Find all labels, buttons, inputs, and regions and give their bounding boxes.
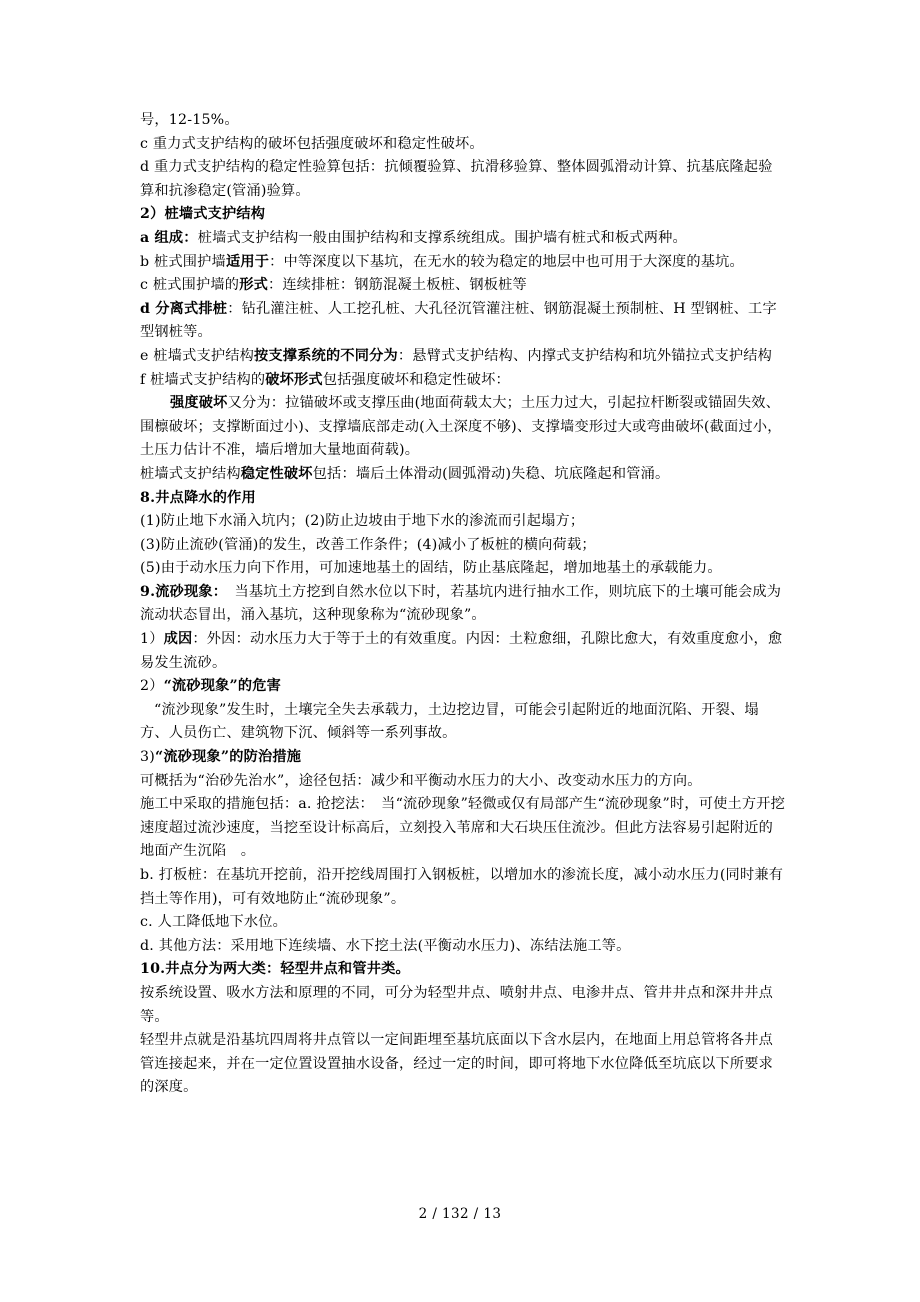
paragraph: a 组成：桩墙式支护结构一般由围护结构和支撑系统组成。围护墙有桩式和板式两种。 xyxy=(140,229,687,246)
paragraph: b. 打板桩：在基坑开挖前，沿开挖线周围打入钢板桩，以增加水的渗流长度，减小动水压力(同时兼有挡土等作用)，可有效地防止“流砂现象”。 xyxy=(140,867,784,907)
section-heading: 10.井点分为两大类：轻型井点和管井类。 xyxy=(140,961,410,978)
paragraph: 号，12-15%。 xyxy=(140,112,239,128)
paragraph: c 重力式支护结构的破坏包括强度破坏和稳定性破坏。 xyxy=(140,135,484,152)
paragraph: f 桩墙式支护结构的破坏形式包括强度破坏和稳定性破坏： xyxy=(140,371,510,388)
paragraph: b 桩式围护墙适用于：中等深度以下基坑，在无水的较为稳定的地层中也可用于大深度的基坑。 xyxy=(140,253,744,270)
section-heading: 3)“流砂现象”的防治措施 xyxy=(140,749,302,766)
document-body xyxy=(140,109,786,1100)
paragraph: 施工中采取的措施包括：a. 抢挖法： 当“流砂现象”轻微或仅有局部产生“流砂现象”时，可使土方开挖速度超过流沙速度，当挖至设计标高后，立刻投入苇席和大石块压住流沙。但此方法容易引起附近的地面产生沉陷 。 xyxy=(140,796,786,860)
paragraph: d 重力式支护结构的稳定性验算包括：抗倾覆验算、抗滑移验算、整体圆弧滑动计算、抗基底隆起验算和抗渗稳定(管涌)验算。 xyxy=(140,159,773,199)
paragraph: c 桩式围护墙的形式：连续排桩：钢筋混凝土板桩、钢板桩等 xyxy=(140,277,527,294)
paragraph: 9.流砂现象： 当基坑土方挖到自然水位以下时，若基坑内进行抽水工作，则坑底下的土壤可能会成为流动状态冒出，涌入基坑，这种现象称为“流砂现象”。 xyxy=(140,583,782,624)
paragraph: 桩墙式支护结构稳定性破坏包括：墙后土体滑动(圆弧滑动)失稳、坑底隆起和管涌。 xyxy=(140,465,670,482)
paragraph: d. 其他方法：采用地下连续墙、水下挖土法(平衡动水压力)、冻结法施工等。 xyxy=(140,937,631,954)
paragraph: (5)由于动水压力向下作用，可加速地基土的固结，防止基底隆起，增加地基土的承载能力。 xyxy=(140,560,722,577)
page-number: 2 xyxy=(418,1206,428,1222)
paragraph: “流沙现象”发生时，土壤完全失去承载力，土边挖边冒，可能会引起附近的地面沉陷、开裂、塌方、人员伤亡、建筑物下沉、倾斜等一系列事故。 xyxy=(140,701,759,742)
section-heading: 2）“流砂现象”的危害 xyxy=(140,678,282,695)
page-total: 132 xyxy=(442,1206,469,1222)
paragraph: d 分离式排桩：钻孔灌注桩、人工挖孔桩、大孔径沉管灌注桩、钢筋混凝土预制桩、H 型钢桩、工字型钢桩等。 xyxy=(140,300,777,341)
paragraph: (3)防止流砂(管涌)的发生，改善工作条件；(4)减小了板桩的横向荷载； xyxy=(140,536,596,553)
paragraph: 可概括为“治砂先治水”，途径包括：减少和平衡动水压力的大小、改变动水压力的方向。 xyxy=(140,772,702,789)
paragraph: (1)防止地下水涌入坑内；(2)防止边坡由于地下水的渗流而引起塌方； xyxy=(140,513,585,530)
paragraph: 强度破坏又分为：拉锚破坏或支撑压曲(地面荷载太大；土压力过大，引起拉杆断裂或锚固失效、围檩破坏；支撑断面过小)、支撑墙底部走动(入土深度不够)、支撑墙变形过大或弯曲破坏(截面过小，土压力估计不准，墙后增加大量地面荷载)。 xyxy=(140,395,782,459)
section-heading: 2）桩墙式支护结构 xyxy=(140,206,266,223)
section-heading: 8.井点降水的作用 xyxy=(140,489,256,506)
page-separator: / xyxy=(427,1206,443,1222)
page-footer xyxy=(0,1206,920,1222)
paragraph: 按系统设置、吸水方法和原理的不同，可分为轻型井点、喷射井点、电渗井点、管井井点和深井井点等。 xyxy=(140,984,774,1025)
paragraph: e 桩墙式支护结构按支撑系统的不同分为：悬臂式支护结构、内撑式支护结构和坑外锚拉式支护结构 xyxy=(140,347,772,364)
paragraph: c. 人工降低地下水位。 xyxy=(140,914,288,931)
page-extra: 13 xyxy=(483,1206,502,1222)
paragraph: 轻型井点就是沿基坑四周将井点管以一定间距埋至基坑底面以下含水层内，在地面上用总管将各井点管连接起来，并在一定位置设置抽水设备，经过一定的时间，即可将地下水位降低至坑底以下所要求的深度。 xyxy=(140,1032,774,1096)
page-separator: / xyxy=(468,1206,484,1222)
paragraph: 1）成因：外因：动水压力大于等于土的有效重度。内因：土粒愈细，孔隙比愈大，有效重度愈小，愈易发生流砂。 xyxy=(140,631,783,671)
